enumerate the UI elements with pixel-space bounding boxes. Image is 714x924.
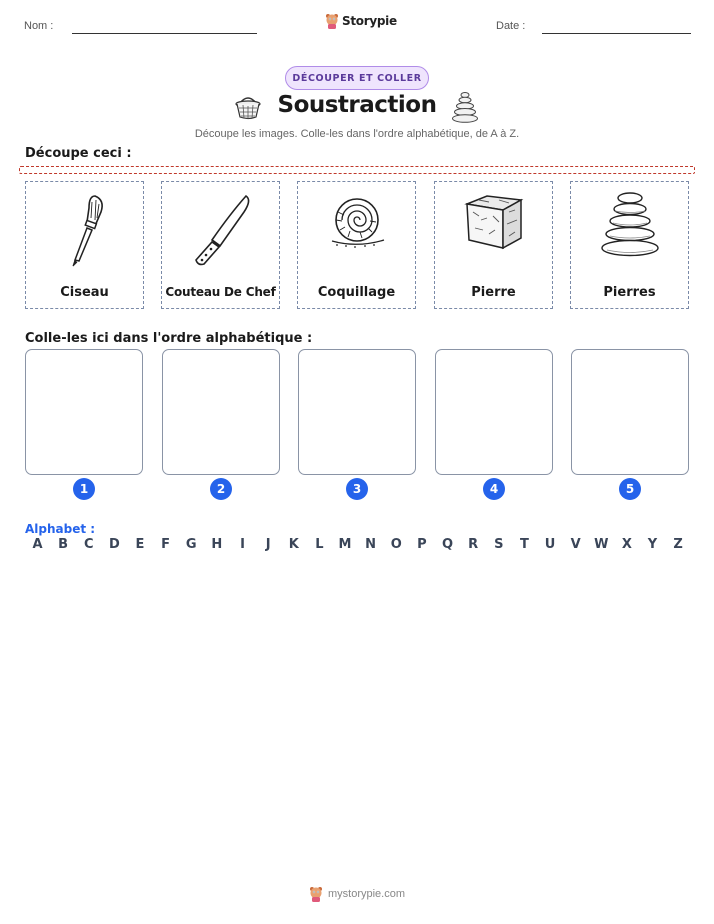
storypie-mascot-icon — [325, 13, 339, 29]
alphabet-letter: F — [161, 537, 171, 552]
alphabet-letter: X — [621, 537, 632, 552]
alphabet-letter: G — [185, 537, 197, 552]
paste-slot[interactable] — [162, 349, 280, 475]
date-line[interactable] — [542, 33, 691, 34]
alphabet-letter: E — [135, 537, 145, 552]
alphabet-letter: U — [544, 537, 556, 552]
brand-logo — [325, 13, 397, 29]
slot-number-badge: 4 — [483, 478, 505, 500]
alphabet-letter: B — [58, 537, 69, 552]
name-line[interactable] — [72, 33, 257, 34]
alphabet-letter: T — [519, 537, 529, 552]
alphabet-letter: O — [390, 537, 402, 552]
card-label: Pierres — [603, 285, 656, 300]
cut-card-chisel[interactable] — [25, 181, 144, 309]
alphabet-letter: K — [288, 537, 299, 552]
alphabet-letter: L — [315, 537, 324, 552]
alphabet-letter: P — [417, 537, 427, 552]
cut-card-chef-knife[interactable] — [161, 181, 280, 309]
stacked-stones-icon — [451, 91, 479, 123]
shell-icon — [322, 190, 392, 260]
cut-line — [19, 166, 695, 174]
footer — [0, 886, 714, 902]
chisel-icon — [55, 190, 115, 270]
brand-name: Storypie — [342, 14, 397, 28]
card-label: Ciseau — [60, 285, 109, 300]
name-label: Nom : — [24, 20, 54, 32]
paste-slot[interactable] — [298, 349, 416, 475]
activity-tag: DÉCOUPER ET COLLER — [285, 66, 429, 90]
alphabet-letter: S — [494, 537, 504, 552]
alphabet-row — [25, 537, 691, 552]
storypie-mascot-icon — [309, 886, 323, 902]
alphabet-letter: Q — [441, 537, 454, 552]
footer-link[interactable]: mystorypie.com — [327, 888, 406, 900]
alphabet-letter: Y — [647, 537, 658, 552]
stacked-stones-icon — [595, 190, 665, 262]
alphabet-letter: W — [594, 537, 609, 552]
cut-card-stone[interactable] — [434, 181, 553, 309]
instructions: Découpe les images. Colle-les dans l'ordre alphabétique, de A à Z. — [194, 128, 520, 140]
alphabet-letter: N — [365, 537, 377, 552]
cut-card-shell[interactable] — [297, 181, 416, 309]
date-label: Date : — [496, 20, 526, 32]
cut-section-heading: Découpe ceci : — [25, 146, 132, 161]
card-label: Coquillage — [317, 285, 396, 300]
cut-card-stones[interactable] — [570, 181, 689, 309]
alphabet-letter: H — [211, 537, 223, 552]
alphabet-letter: V — [570, 537, 581, 552]
alphabet-letter: J — [265, 537, 271, 552]
slot-number-badge: 1 — [73, 478, 95, 500]
slot-number-badge: 3 — [346, 478, 368, 500]
slot-number-badge: 2 — [210, 478, 232, 500]
card-label: Couteau De Chef — [165, 285, 276, 299]
alphabet-letter: Z — [673, 537, 683, 552]
stone-icon — [459, 190, 529, 260]
paste-slot[interactable] — [571, 349, 689, 475]
card-label: Pierre — [471, 285, 516, 300]
paste-section-heading: Colle-les ici dans l'ordre alphabétique : — [25, 331, 313, 346]
alphabet-letter: D — [108, 537, 120, 552]
alphabet-letter: R — [468, 537, 479, 552]
alphabet-letter: C — [83, 537, 94, 552]
page-title: Soustraction — [277, 92, 437, 118]
alphabet-letter: M — [338, 537, 352, 552]
alphabet-heading: Alphabet : — [25, 522, 96, 536]
alphabet-letter: A — [32, 537, 43, 552]
paste-slot[interactable] — [25, 349, 143, 475]
alphabet-letter: I — [240, 537, 245, 552]
slot-number-badge: 5 — [619, 478, 641, 500]
chef-knife-icon — [186, 190, 256, 270]
paste-slot[interactable] — [435, 349, 553, 475]
